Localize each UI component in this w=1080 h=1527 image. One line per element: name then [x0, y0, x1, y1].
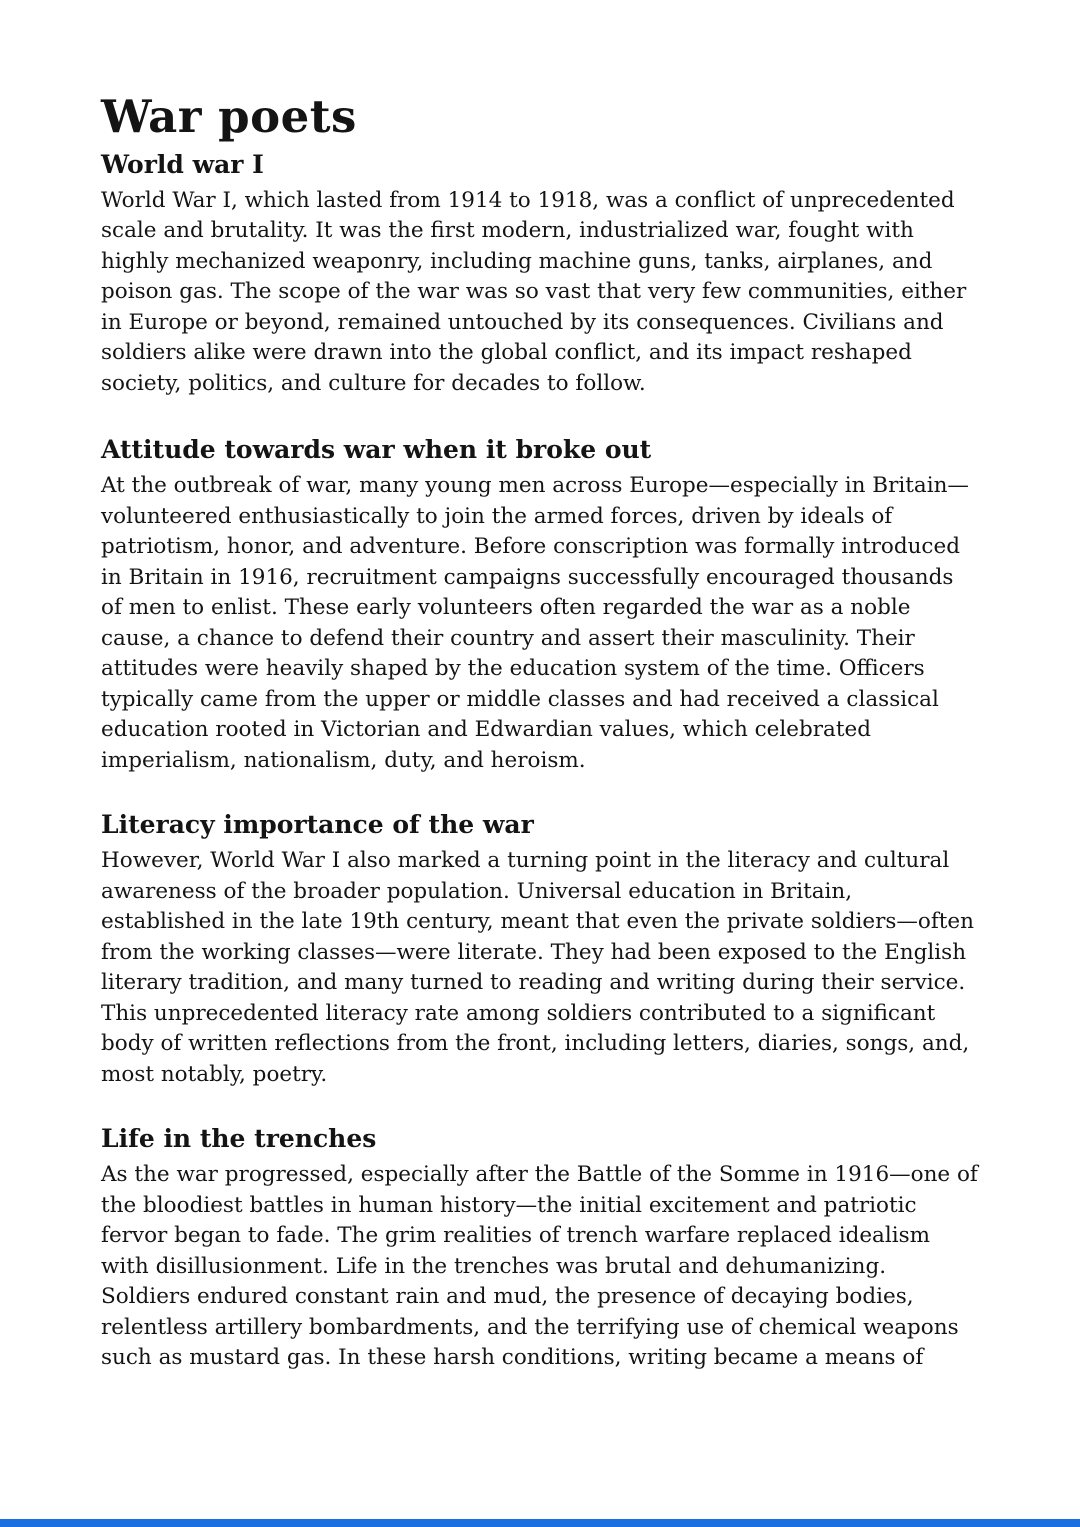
section-heading-world-war-i: World war I: [101, 149, 264, 179]
section-heading-life-in-the-trenches: Life in the trenches: [101, 1124, 377, 1153]
section-heading-attitude-towards-war: Attitude towards war when it broke out: [101, 435, 652, 464]
section-world-war-i: [101, 150, 980, 400]
section-paragraph-literacy-importance: However, World War I also marked a turning point in the literacy and cultural awareness of the broader population. Universal education in Britain, established in the late 19th century, meant that even the private soldiers—often from the working classes—were literate. They had been exposed to the English literary tradition, and many turned to reading and writing during their service. This unprecedented literacy rate among soldiers contributed to a significant body of written reflections from the front, including letters, diaries, songs, and, most notably, poetry.: [101, 848, 975, 1087]
section-heading-literacy-importance: Literacy importance of the war: [101, 810, 534, 839]
bottom-accent-bar: [0, 1519, 1080, 1527]
section-literacy-importance: [101, 810, 980, 1090]
section-attitude-towards-war: [101, 435, 980, 776]
section-paragraph-attitude-towards-war: At the outbreak of war, many young men across Europe—especially in Britain—volunteered enthusiastically to join the armed forces, driven by ideals of patriotism, honor, and adventure. Before conscription was formally introduced in Britain in 1916, recruitment campaigns successfully encouraged thousands of men to enlist. These early volunteers often regarded the war as a noble cause, a chance to defend their country and assert their masculinity. Their attitudes were heavily shaped by the education system of the time. Officers typically came from the upper or middle classes and had received a classical education rooted in Victorian and Edwardian values, which celebrated imperialism, nationalism, duty, and heroism.: [101, 473, 969, 773]
section-paragraph-life-in-the-trenches: As the war progressed, especially after the Battle of the Somme in 1916—one of the bloodiest battles in human history—the initial excitement and patriotic fervor began to fade. The grim realities of trench warfare replaced idealism with disillusionment. Life in the trenches was brutal and dehumanizing. Soldiers endured constant rain and mud, the presence of decaying bodies, relentless artillery bombardments, and the terrifying use of chemical weapons such as mustard gas. In these harsh conditions, writing became a means of: [101, 1162, 978, 1370]
document-title: War poets: [101, 90, 357, 143]
section-life-in-the-trenches: [101, 1124, 980, 1374]
section-paragraph-world-war-i: World War I, which lasted from 1914 to 1918, was a conflict of unprecedented scale and brutality. It was the first modern, industrialized war, fought with highly mechanized weaponry, including machine guns, tanks, airplanes, and poison gas. The scope of the war was so vast that very few communities, either in Europe or beyond, remained untouched by its consequences. Civilians and soldiers alike were drawn into the global conflict, and its impact reshaped society, politics, and culture for decades to follow.: [101, 187, 967, 396]
